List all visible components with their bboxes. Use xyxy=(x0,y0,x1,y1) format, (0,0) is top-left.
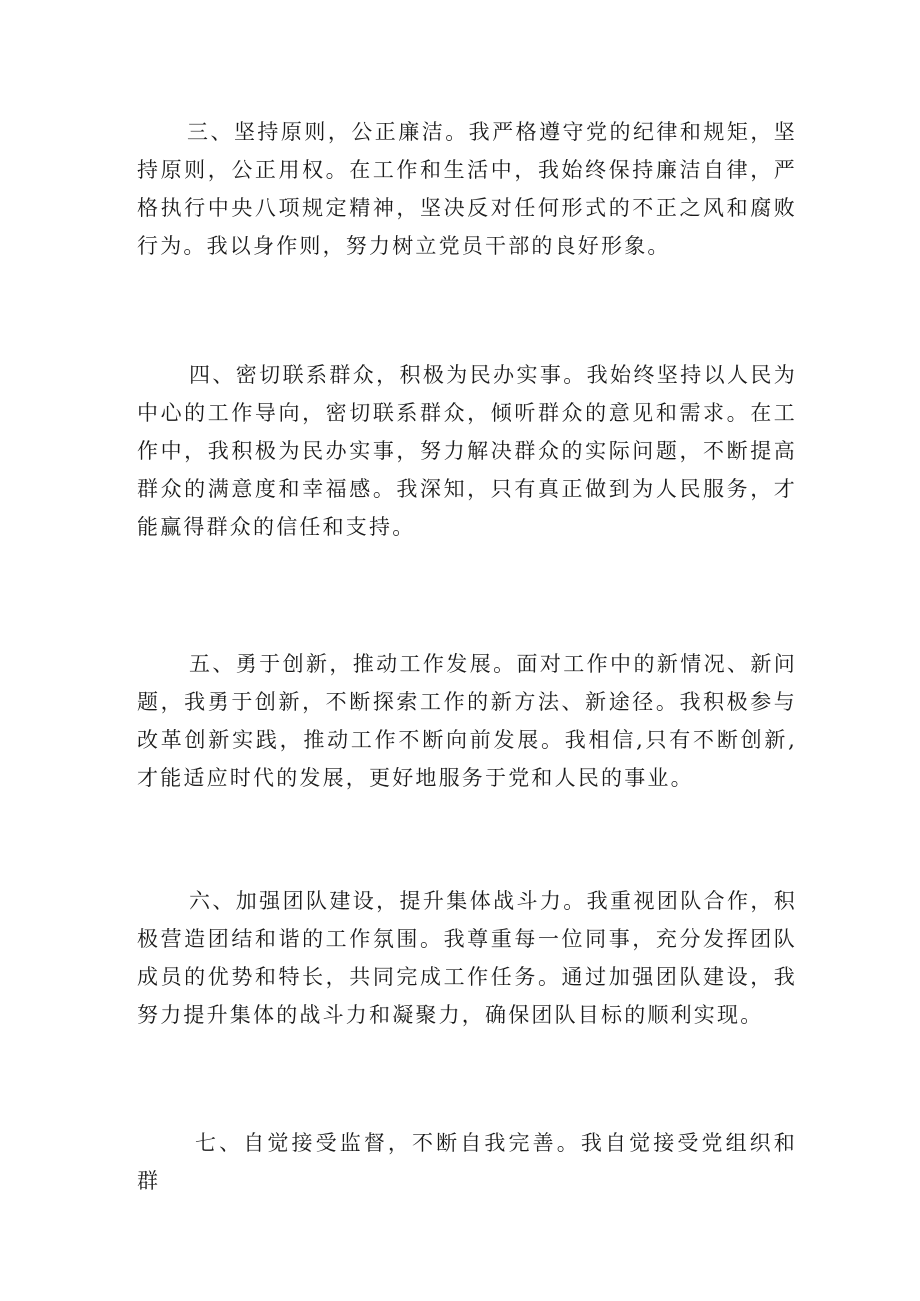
paragraph-serve-the-people: 四、密切联系群众，积极为民办实事。我始终坚持以人民为中心的工作导向，密切联系群众，倾听群众的意见和需求。在工作中，我积极为民办实事，努力解决群众的实际问题，不断提高群众的满意度和幸福感。我深知，只有真正做到为人民服务，才能赢得群众的信任和支持。 xyxy=(137,363,797,539)
paragraph-principles-integrity: 三、坚持原则，公正廉洁。我严格遵守党的纪律和规矩，坚持原则，公正用权。在工作和生活中，我始终保持廉洁自律，严格执行中央八项规定精神，坚决反对任何形式的不正之风和腐败行为。我以身作则，努力树立党员干部的良好形象。 xyxy=(137,120,797,258)
paragraph-accept-supervision: 七、自觉接受监督，不断自我完善。我自觉接受党组织和群 xyxy=(137,1131,797,1193)
paragraph-team-building: 六、加强团队建设，提升集体战斗力。我重视团队合作，积极营造团结和谐的工作氛围。我尊重每一位同事，充分发挥团队成员的优势和特长，共同完成工作任务。通过加强团队建设，我努力提升集体的战斗力和凝聚力，确保团队目标的顺利实现。 xyxy=(137,889,797,1027)
paragraph-innovation: 五、勇于创新，推动工作发展。面对工作中的新情况、新问题，我勇于创新，不断探索工作的新方法、新途径。我积极参与改革创新实践，推动工作不断向前发展。我相信,只有不断创新,才能适应时代的发展，更好地服务于党和人民的事业。 xyxy=(137,652,797,790)
